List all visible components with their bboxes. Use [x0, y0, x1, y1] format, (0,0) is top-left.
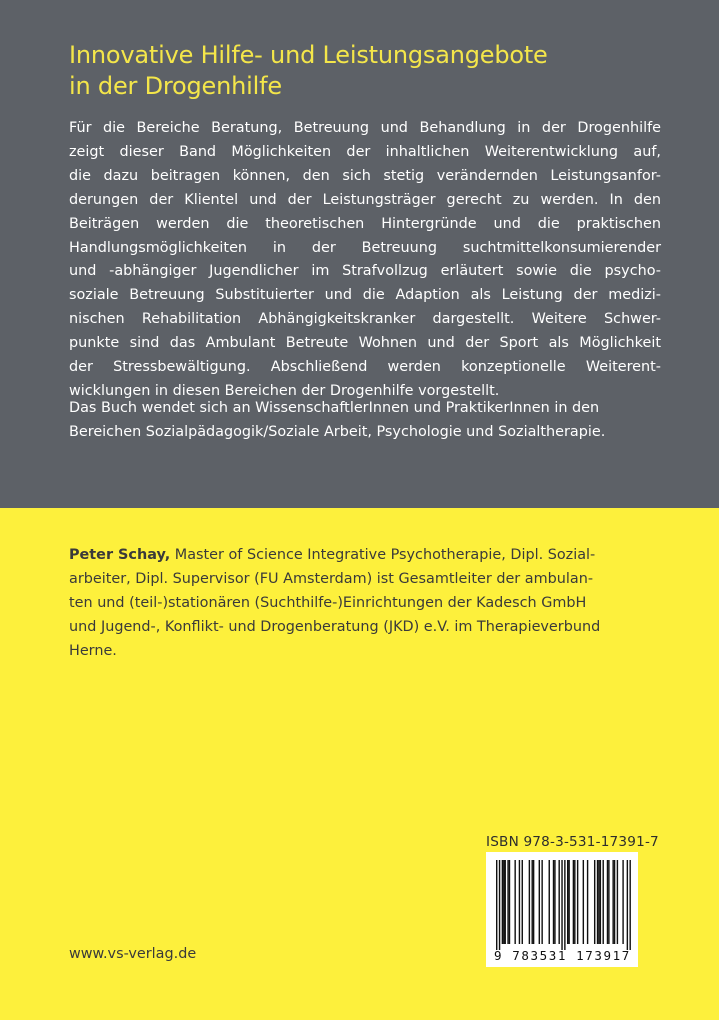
barcode-bar: [614, 860, 615, 944]
author-bio: [69, 544, 661, 664]
barcode-bar: [533, 860, 534, 944]
barcode-bar: [514, 860, 515, 944]
author-bio-line: und Jugend-, Konflikt- und Drogenberatung (JKD) e.V. im Therapieverbund: [69, 618, 601, 635]
barcode-bar: [561, 860, 562, 950]
barcode-bar: [612, 860, 613, 944]
description-line: der Stressbewältigung. Abschließend werden konzeptionelle Weiterent-: [69, 359, 661, 376]
barcode-bar: [594, 860, 595, 944]
publisher-url[interactable]: www.vs-verlag.de: [69, 946, 197, 962]
description-line: Handlungsmöglichkeiten in der Betreuung suchtmittelkonsumierender: [69, 239, 661, 256]
barcode-bar: [629, 860, 630, 950]
author-bio-line: arbeiter, Dipl. Supervisor (FU Amsterdam) ist Gesamtleiter der ambulan-: [69, 570, 594, 587]
barcode-bar: [600, 860, 601, 944]
barcode-bar: [554, 860, 555, 944]
barcode-bar: [529, 860, 530, 944]
barcode-bar: [553, 860, 554, 944]
description-line: derungen der Klientel und der Leistungsträger gerecht zu werden. In den: [69, 191, 661, 208]
author-bio-line: [69, 544, 661, 568]
description-line: soziale Betreuung Substituierter und die Adaption als Leistung der medizi-: [69, 287, 661, 304]
description-line: zeigt dieser Band Möglichkeiten der inhaltlichen Weiterentwicklung auf,: [69, 143, 661, 160]
author-name: Peter Schay,: [69, 547, 171, 563]
barcode-bar: [597, 860, 598, 944]
description-line: wicklungen in diesen Bereichen der Drogenhilfe vorgestellt.: [69, 382, 500, 399]
barcode-bar: [532, 860, 533, 944]
description-line: Beiträgen werden die theoretischen Hintergründe und die praktischen: [69, 215, 661, 232]
description-line: und -abhängiger Jugendlicher im Strafvollzug erläutert sowie die psycho-: [69, 263, 661, 280]
title-line: Innovative Hilfe- und Leistungsangebote: [69, 41, 548, 69]
book-title: [69, 40, 689, 102]
barcode-bar: [541, 860, 542, 944]
barcode-digits: 9 783531 173917: [494, 948, 631, 963]
author-bio-line: Herne.: [69, 642, 117, 659]
barcode-bar: [549, 860, 550, 944]
description-line: punkte sind das Ambulant Betreute Wohnen und der Sport als Möglichkeit: [69, 335, 661, 352]
barcode-bar: [503, 860, 504, 944]
barcode-bar: [507, 860, 508, 944]
barcode-bar: [622, 860, 623, 944]
barcode-bar: [617, 860, 618, 944]
barcode-bar: [502, 860, 503, 944]
author-bio-line: ten und (teil-)stationären (Suchthilfe-)Einrichtungen der Kadesch GmbH: [69, 594, 587, 611]
barcode-bar: [567, 860, 568, 944]
audience-line: Bereichen Sozialpädagogik/Soziale Arbeit, Psychologie und Sozialtherapie.: [69, 423, 606, 440]
barcode-bar: [627, 860, 628, 950]
barcode-bar: [522, 860, 523, 944]
barcode-bar: [577, 860, 578, 944]
description-line: die dazu beitragen können, den sich stetig verändernden Leistungsanfor-: [69, 167, 661, 184]
description-panel: [0, 0, 719, 508]
target-audience: [69, 397, 669, 445]
isbn-barcode: [486, 852, 638, 967]
barcode-bar: [496, 860, 497, 950]
title-line: in der Drogenhilfe: [69, 72, 282, 100]
barcode-bar: [573, 860, 574, 944]
barcode-bar: [539, 860, 540, 944]
description-line: Für die Bereiche Beratung, Betreuung und Behandlung in der Drogenhilfe: [69, 120, 661, 136]
barcode-bar: [564, 860, 565, 950]
book-description: [69, 117, 661, 404]
author-bio-first-line: Master of Science Integrative Psychotherapie, Dipl. Sozial-: [170, 547, 596, 563]
barcode-bar: [558, 860, 559, 944]
barcode-bar: [603, 860, 604, 944]
audience-line: Das Buch wendet sich an WissenschaftlerInnen und PraktikerInnen in den: [69, 400, 600, 416]
barcode-bar: [574, 860, 575, 944]
barcode-bar: [509, 860, 510, 944]
barcode-bar: [587, 860, 588, 944]
description-line: nischen Rehabilitation Abhängigkeitskranker dargestellt. Weitere Schwer-: [69, 311, 661, 328]
barcode-bar: [598, 860, 599, 944]
barcode-bar: [568, 860, 569, 944]
barcode-bar: [608, 860, 609, 944]
barcode-bar: [499, 860, 500, 950]
barcode-bar: [607, 860, 608, 944]
barcode-bar: [583, 860, 584, 944]
isbn-label: ISBN 978-3-531-17391-7: [486, 834, 659, 850]
barcode-bar: [519, 860, 520, 944]
barcode-bar: [505, 860, 506, 944]
